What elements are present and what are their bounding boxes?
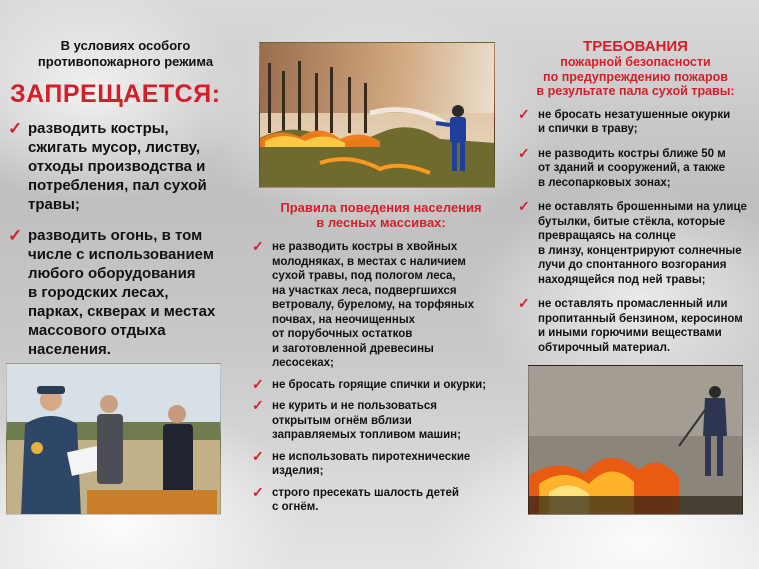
check-icon: ✓ xyxy=(518,198,530,214)
item-line: пропитанный бензином, керосином xyxy=(538,312,743,325)
list-item xyxy=(518,200,753,287)
subtitle-line: противопожарного режима xyxy=(37,54,214,69)
item-line: в городских лесах, xyxy=(28,284,169,301)
item-line: любого оборудования xyxy=(28,265,196,282)
subtitle-line: В условиях особого xyxy=(60,38,191,53)
list-item xyxy=(252,399,510,443)
requirements-column xyxy=(518,38,753,365)
list-item xyxy=(8,226,243,359)
item-line: молодняках, в местах с наличием xyxy=(272,255,466,268)
item-line: не разводить костры ближе 50 м xyxy=(538,147,726,160)
item-line: лесосеках; xyxy=(272,357,334,369)
forest-rules-column xyxy=(252,200,510,522)
subtitle-line: по предупреждению пожаров xyxy=(543,69,728,84)
item-line: разводить костры, xyxy=(28,120,169,137)
item-line: потребления, пал сухой xyxy=(28,177,207,194)
list-item xyxy=(252,447,510,479)
requirements-title: ТРЕБОВАНИЯ xyxy=(583,38,688,55)
item-line: ветровалу, бурелому, на торфяных xyxy=(272,299,475,311)
check-icon: ✓ xyxy=(252,375,264,392)
check-icon: ✓ xyxy=(518,105,530,122)
item-line: от зданий и сооружений, а также xyxy=(538,162,726,174)
forest-rules-heading xyxy=(252,200,510,230)
subtitle-line: пожарной безопасности xyxy=(560,55,711,69)
firefighter-hose-photo xyxy=(259,42,495,188)
item-line: не использовать пиротехнические xyxy=(272,450,471,463)
item-line: не оставлять брошенными на улице xyxy=(538,201,747,213)
item-line: превращаясь на солнце xyxy=(538,230,676,242)
item-line: лучи до спонтанного возгорания xyxy=(538,259,727,271)
prohibited-heading: ЗАПРЕЩАЕТСЯ: xyxy=(10,80,221,108)
emergency-officers-photo xyxy=(6,363,221,515)
item-line: обтирочный материал. xyxy=(538,341,671,354)
list-item xyxy=(518,144,753,191)
heading-line: в лесных массивах: xyxy=(316,215,446,230)
item-line: и заготовленной древесины xyxy=(272,342,434,355)
item-line: не бросать незатушенные окурки xyxy=(538,108,731,121)
item-line: не разводить костры в хвойных xyxy=(272,241,458,253)
item-line: от порубочных остатков xyxy=(272,328,413,340)
regime-subtitle xyxy=(8,38,243,70)
grass-fire-photo xyxy=(528,365,743,515)
list-item xyxy=(252,375,510,393)
item-line: и спички в траву; xyxy=(538,123,638,135)
item-line: в линзу, концентрируют солнечные xyxy=(538,244,742,257)
check-icon: ✓ xyxy=(252,483,264,500)
left-column xyxy=(8,38,243,371)
forest-rules-list xyxy=(252,240,510,515)
item-line: изделия; xyxy=(272,465,324,477)
requirements-list xyxy=(518,105,753,356)
item-line: травы; xyxy=(28,196,80,213)
list-item xyxy=(252,483,510,515)
check-icon: ✓ xyxy=(252,397,264,413)
item-line: и иными горючими веществами xyxy=(538,327,722,339)
requirements-subtitle xyxy=(518,55,753,99)
item-line: с огнём. xyxy=(272,501,319,513)
check-icon: ✓ xyxy=(8,119,23,138)
prohibited-list xyxy=(8,119,243,359)
subtitle-line: в результате пала сухой травы: xyxy=(536,84,735,98)
check-icon: ✓ xyxy=(8,226,23,245)
item-line: на участках леса, подвергшихся xyxy=(272,284,457,297)
check-icon: ✓ xyxy=(252,447,264,464)
item-line: не оставлять промасленный или xyxy=(538,298,728,310)
item-line: бутылки, битые стёкла, которые xyxy=(538,215,726,228)
item-line: сухой травы, под пологом леса, xyxy=(272,270,456,282)
list-item xyxy=(518,297,753,355)
item-line: открытым огнём вблизи xyxy=(272,414,412,427)
check-icon: ✓ xyxy=(518,295,530,311)
item-line: сжигать мусор, листву, xyxy=(28,139,201,156)
list-item xyxy=(252,240,510,371)
heading-line: Правила поведения населения xyxy=(280,200,482,215)
item-line: не курить и не пользоваться xyxy=(272,400,437,412)
item-line: строго пресекать шалость детей xyxy=(272,486,459,499)
item-line: массового отдыха xyxy=(28,322,166,339)
item-line: почвах, на неочищенных xyxy=(272,313,416,326)
check-icon: ✓ xyxy=(518,144,530,161)
item-line: парках, скверах и местах xyxy=(28,303,216,320)
item-line: числе с использованием xyxy=(28,246,214,263)
item-line: не бросать горящие спички и окурки; xyxy=(272,378,487,391)
list-item xyxy=(518,105,753,137)
item-line: в лесопарковых зонах; xyxy=(538,176,671,189)
item-line: заправляемых топливом машин; xyxy=(272,429,461,441)
item-line: отходы производства и xyxy=(28,158,206,175)
list-item xyxy=(8,119,243,214)
check-icon: ✓ xyxy=(252,238,264,254)
item-line: находящейся под ней травы; xyxy=(538,273,706,286)
item-line: населения. xyxy=(28,341,111,358)
item-line: разводить огонь, в том xyxy=(28,227,203,244)
